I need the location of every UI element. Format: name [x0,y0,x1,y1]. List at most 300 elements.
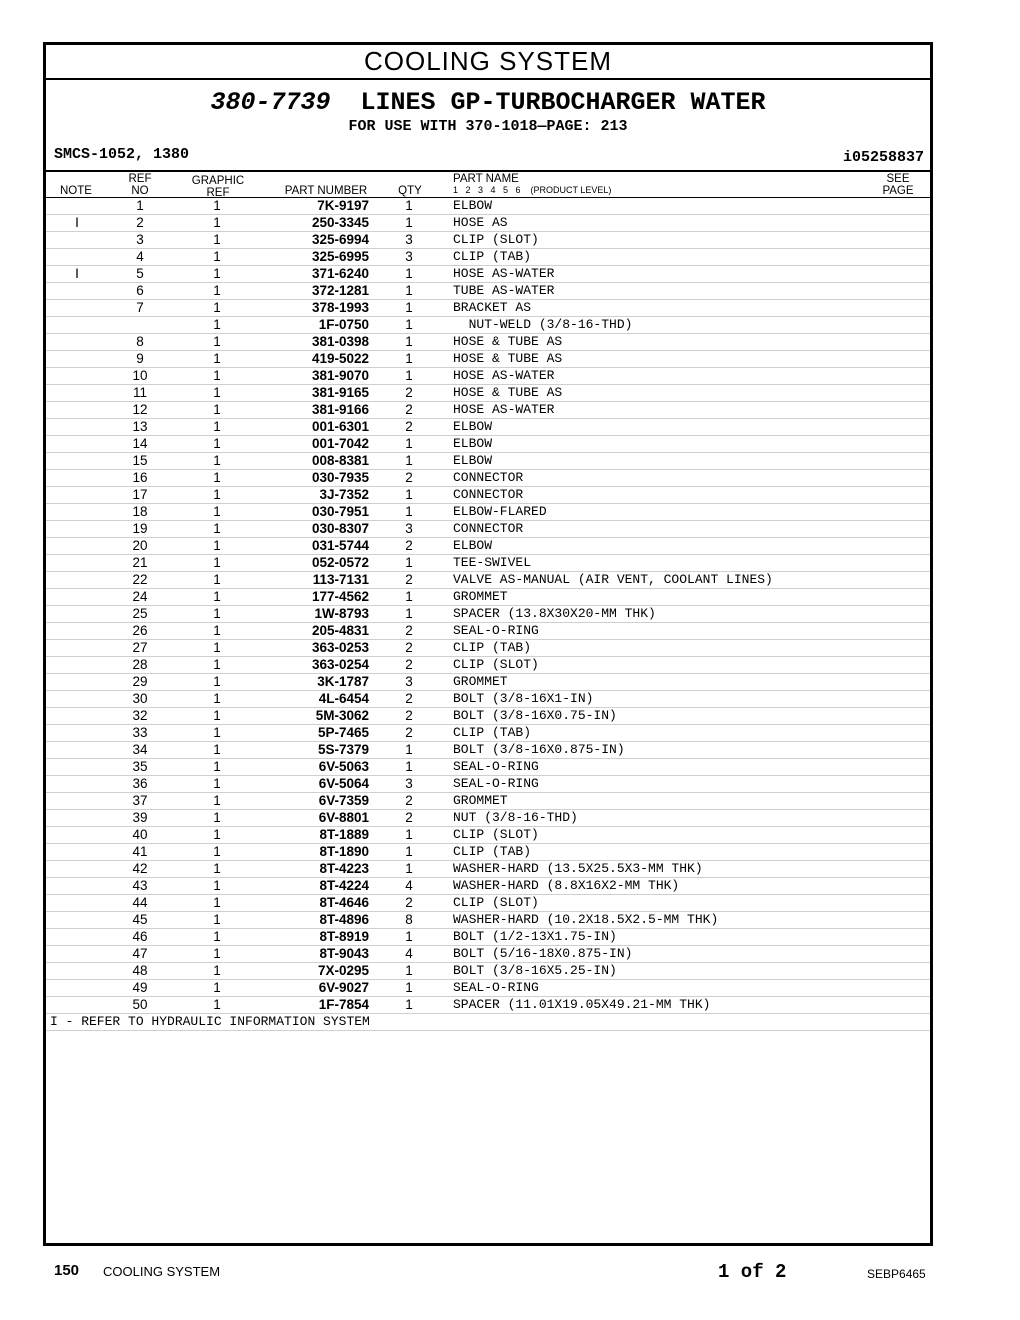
part-number-cell: 5M-3062 [315,708,369,723]
table-row [46,674,930,691]
graphic-ref-cell: 1 [213,606,221,621]
ref-no-cell: 4 [136,249,144,264]
table-row [46,198,930,215]
col-see-page [878,173,918,197]
ref-no-cell: 10 [132,368,148,383]
graphic-ref-cell: 1 [213,759,221,774]
qty-cell: 1 [405,589,413,604]
graphic-ref-cell: 1 [213,470,221,485]
part-name-cell: SEAL-O-RING [453,759,539,774]
header-rule [46,170,930,172]
table-row [46,249,930,266]
ref-no-cell: 47 [132,946,148,961]
part-number-cell: 363-0254 [311,657,369,672]
qty-cell: 2 [405,419,413,434]
graphic-ref-cell: 1 [213,623,221,638]
ref-no-cell: 45 [132,912,148,927]
ref-no-cell: 7 [136,300,144,315]
ref-no-cell: 15 [132,453,148,468]
ref-no-cell: 19 [132,521,148,536]
qty-cell: 4 [405,946,413,961]
ref-no-cell: 14 [132,436,148,451]
table-row [46,538,930,555]
part-name-cell: CLIP (TAB) [453,725,532,740]
ref-no-cell: 18 [132,504,148,519]
ref-no-cell: 44 [132,895,148,910]
graphic-ref-cell: 1 [213,572,221,587]
part-number-cell: 381-9166 [311,402,369,417]
qty-cell: 2 [405,385,413,400]
part-name-cell: GROMMET [453,674,508,689]
qty-cell: 1 [405,436,413,451]
part-number-cell: 325-6994 [311,232,369,247]
table-row [46,759,930,776]
part-number-cell: 372-1281 [311,283,369,298]
table-row [46,232,930,249]
part-name-cell: TEE-SWIVEL [453,555,532,570]
ref-no-cell: 29 [132,674,148,689]
col-ref [126,173,154,197]
qty-cell: 1 [405,555,413,570]
part-number-cell: 001-7042 [311,436,369,451]
part-name-cell: CLIP (TAB) [453,249,532,264]
graphic-ref-cell: 1 [213,368,221,383]
part-number-cell: 205-4831 [311,623,369,638]
graphic-ref-cell: 1 [213,402,221,417]
col-part-number: PART NUMBER [284,185,368,197]
part-name-cell: VALVE AS-MANUAL (AIR VENT, COOLANT LINES) [453,572,773,587]
part-name-cell: SEAL-O-RING [453,776,539,791]
part-number-cell: 7X-0295 [317,963,369,978]
part-number-cell: 6V-5064 [318,776,369,791]
qty-cell: 2 [405,572,413,587]
for-use-note: FOR USE WITH 370-1018—PAGE: 213 [348,118,628,135]
ref-no-cell: 12 [132,402,148,417]
qty-cell: 1 [405,929,413,944]
graphic-ref-cell: 1 [213,980,221,995]
part-number-cell: 031-5744 [311,538,369,553]
ref-no-cell: 24 [132,589,148,604]
qty-cell: 1 [405,300,413,315]
part-number-cell: 7K-9197 [317,198,369,213]
ref-no-cell: 20 [132,538,148,553]
qty-cell: 1 [405,504,413,519]
part-number-cell: 8T-8919 [319,929,369,944]
table-row [46,827,930,844]
table-row [46,980,930,997]
part-name-cell: BRACKET AS [453,300,532,315]
part-number-cell: 3J-7352 [319,487,369,502]
qty-cell: 3 [405,674,413,689]
table-row [46,691,930,708]
col-see-top: SEE [886,173,910,185]
table-row [46,300,930,317]
col-qty: QTY [398,185,422,197]
col-part-name: PART NAME [453,173,519,185]
qty-cell: 3 [405,776,413,791]
part-name-cell: NUT-WELD (3/8-16-THD) [453,317,633,332]
graphic-ref-cell: 1 [213,232,221,247]
table-row [46,436,930,453]
part-name-cell: CLIP (SLOT) [453,657,539,672]
ref-no-cell: 48 [132,963,148,978]
part-name-cell: WASHER-HARD (13.5X25.5X3-MM THK) [453,861,703,876]
qty-cell: 2 [405,793,413,808]
table-row [46,351,930,368]
table-row [46,861,930,878]
ref-no-cell: 35 [132,759,148,774]
graphic-ref-cell: 1 [213,521,221,536]
graphic-ref-cell: 1 [213,725,221,740]
graphic-ref-cell: 1 [213,215,221,230]
graphic-ref-cell: 1 [213,504,221,519]
illustration-id: i05258837 [842,149,924,166]
table-row [46,929,930,946]
ref-no-cell: 49 [132,980,148,995]
graphic-ref-cell: 1 [213,861,221,876]
graphic-ref-cell: 1 [213,708,221,723]
graphic-ref-cell: 1 [213,827,221,842]
group-name: LINES GP-TURBOCHARGER WATER [360,88,766,117]
table-row [46,623,930,640]
table-row [46,640,930,657]
col-note: NOTE [60,185,92,197]
part-name-cell: SEAL-O-RING [453,980,539,995]
graphic-ref-cell: 1 [213,419,221,434]
ref-no-cell: 46 [132,929,148,944]
part-number-cell: 8T-1889 [319,827,369,842]
footer-page-of: 1 of 2 [718,1261,787,1283]
qty-cell: 2 [405,623,413,638]
table-row [46,725,930,742]
table-row [46,504,930,521]
part-name-cell: CONNECTOR [453,521,524,536]
ref-no-cell: 11 [132,385,147,400]
part-number-cell: 8T-1890 [319,844,369,859]
part-name-cell: ELBOW [453,436,493,451]
qty-cell: 1 [405,980,413,995]
part-number-cell: 008-8381 [311,453,369,468]
qty-cell: 1 [405,215,413,230]
ref-no-cell: 9 [136,351,144,366]
graphic-ref-cell: 1 [213,300,221,315]
ref-no-cell: 16 [132,470,148,485]
qty-cell: 2 [405,725,413,740]
ref-no-cell: 30 [132,691,148,706]
part-name-cell: BOLT (3/8-16X0.875-IN) [453,742,625,757]
part-name-cell: HOSE AS-WATER [453,266,555,281]
part-number-cell: 8T-4223 [319,861,369,876]
ref-no-cell: 22 [132,572,148,587]
ref-no-cell: 37 [132,793,148,808]
note-cell: I [75,215,79,230]
qty-cell: 2 [405,640,413,655]
col-graphic-bottom: REF [206,187,230,199]
part-name-cell: BOLT (5/16-18X0.875-IN) [453,946,633,961]
qty-cell: 1 [405,317,413,332]
col-graphic-top: GRAPHIC [191,175,245,187]
parts-table [46,198,930,1031]
table-row [46,572,930,589]
ref-no-cell: 6 [136,283,144,298]
part-number-cell: 378-1993 [311,300,369,315]
graphic-ref-cell: 1 [213,317,221,332]
qty-cell: 1 [405,266,413,281]
ref-no-cell: 40 [132,827,148,842]
part-number-cell: 5S-7379 [317,742,369,757]
note-legend: I - REFER TO HYDRAULIC INFORMATION SYSTEM [46,1014,930,1031]
ref-no-cell: 25 [132,606,148,621]
ref-no-cell: 21 [132,555,148,570]
part-name-cell: ELBOW [453,198,493,213]
graphic-ref-cell: 1 [213,198,221,213]
graphic-ref-cell: 1 [213,997,221,1012]
table-row [46,470,930,487]
part-number-cell: 5P-7465 [317,725,369,740]
part-name-cell: CLIP (TAB) [453,640,532,655]
ref-no-cell: 36 [132,776,148,791]
qty-cell: 2 [405,402,413,417]
part-name-cell: BOLT (3/8-16X5.25-IN) [453,963,617,978]
table-row [46,487,930,504]
graphic-ref-cell: 1 [213,946,221,961]
graphic-ref-cell: 1 [213,334,221,349]
table-row [46,878,930,895]
ref-no-cell: 2 [136,215,144,230]
graphic-ref-cell: 1 [213,266,221,281]
part-number-cell: 030-7935 [311,470,369,485]
ref-no-cell: 39 [132,810,148,825]
graphic-ref-cell: 1 [213,912,221,927]
col-see-bottom: PAGE [882,185,914,197]
graphic-ref-cell: 1 [213,385,221,400]
ref-no-cell: 43 [132,878,148,893]
qty-cell: 2 [405,810,413,825]
part-number-cell: 3K-1787 [317,674,369,689]
part-number-cell: 6V-9027 [318,980,369,995]
table-row [46,283,930,300]
part-number-cell: 8T-4224 [319,878,369,893]
graphic-ref-cell: 1 [213,453,221,468]
part-name-cell: SPACER (11.01X19.05X49.21-MM THK) [453,997,711,1012]
ref-no-cell: 5 [136,266,144,281]
table-row [46,742,930,759]
part-number-cell: 113-7131 [312,572,369,587]
ref-no-cell: 26 [132,623,148,638]
table-row [46,215,930,232]
ref-no-cell: 28 [132,657,148,672]
col-graphic [188,175,248,199]
part-number-cell: 8T-9043 [319,946,369,961]
table-row [46,708,930,725]
qty-cell: 2 [405,708,413,723]
table-row [46,606,930,623]
product-level-scale: 1 2 3 4 5 6 (PRODUCT LEVEL) [453,185,612,195]
graphic-ref-cell: 1 [213,351,221,366]
graphic-ref-cell: 1 [213,589,221,604]
part-name-cell: WASHER-HARD (8.8X16X2-MM THK) [453,878,680,893]
table-row [46,453,930,470]
group-number: 380-7739 [210,88,331,117]
graphic-ref-cell: 1 [213,436,221,451]
part-name-cell: GROMMET [453,793,508,808]
graphic-ref-cell: 1 [213,538,221,553]
ref-no-cell: 33 [132,725,148,740]
ref-no-cell: 41 [132,844,148,859]
part-number-cell: 381-9165 [311,385,369,400]
table-row [46,657,930,674]
table-row [46,946,930,963]
graphic-ref-cell: 1 [213,793,221,808]
table-row [46,317,930,334]
part-number-cell: 371-6240 [311,266,369,281]
group-heading [46,88,930,117]
qty-cell: 1 [405,997,413,1012]
graphic-ref-cell: 1 [213,776,221,791]
graphic-ref-cell: 1 [213,487,221,502]
qty-cell: 1 [405,487,413,502]
ref-no-cell: 13 [132,419,148,434]
graphic-ref-cell: 1 [213,640,221,655]
table-row [46,368,930,385]
part-number-cell: 8T-4646 [319,895,369,910]
table-row [46,266,930,283]
table-row [46,997,930,1014]
ref-no-cell: 50 [132,997,148,1012]
graphic-ref-cell: 1 [213,555,221,570]
qty-cell: 1 [405,283,413,298]
graphic-ref-cell: 1 [213,895,221,910]
part-number-cell: 4L-6454 [318,691,369,706]
part-number-cell: 8T-4896 [319,912,369,927]
qty-cell: 8 [405,912,413,927]
graphic-ref-cell: 1 [213,929,221,944]
part-name-cell: ELBOW-FLARED [453,504,547,519]
part-number-cell: 177-4562 [311,589,369,604]
qty-cell: 1 [405,827,413,842]
part-number-cell: 381-0398 [311,334,369,349]
qty-cell: 2 [405,538,413,553]
table-row [46,963,930,980]
footer-document-id: SEBP6465 [867,1267,926,1281]
table-row [46,844,930,861]
part-number-cell: 250-3345 [311,215,369,230]
part-name-cell: ELBOW [453,538,493,553]
graphic-ref-cell: 1 [213,691,221,706]
part-name-cell: HOSE AS [453,215,508,230]
part-name-cell: CLIP (TAB) [453,844,532,859]
part-name-cell: HOSE & TUBE AS [453,351,563,366]
part-number-cell: 1W-8793 [314,606,369,621]
ref-no-cell: 34 [132,742,148,757]
ref-no-cell: 42 [132,861,148,876]
table-row [46,419,930,436]
part-number-cell: 1F-7854 [318,997,369,1012]
section-title: COOLING SYSTEM [46,45,930,80]
table-row [46,334,930,351]
qty-cell: 4 [405,878,413,893]
graphic-ref-cell: 1 [213,844,221,859]
part-name-cell: HOSE AS-WATER [453,368,555,383]
table-row [46,402,930,419]
part-name-cell: TUBE AS-WATER [453,283,555,298]
part-name-cell: BOLT (1/2-13X1.75-IN) [453,929,617,944]
part-name-cell: WASHER-HARD (10.2X18.5X2.5-MM THK) [453,912,719,927]
part-name-cell: CONNECTOR [453,470,524,485]
part-name-cell: ELBOW [453,453,493,468]
qty-cell: 1 [405,742,413,757]
table-row [46,555,930,572]
part-name-cell: BOLT (3/8-16X0.75-IN) [453,708,617,723]
col-ref-top: REF [128,173,152,185]
ref-no-cell: 17 [132,487,148,502]
graphic-ref-cell: 1 [213,878,221,893]
footer-section: COOLING SYSTEM [103,1264,221,1279]
qty-cell: 1 [405,844,413,859]
qty-cell: 1 [405,963,413,978]
part-name-cell: ELBOW [453,419,493,434]
table-row [46,776,930,793]
part-number-cell: 6V-8801 [318,810,369,825]
part-name-cell: BOLT (3/8-16X1-IN) [453,691,594,706]
qty-cell: 2 [405,657,413,672]
part-number-cell: 325-6995 [311,249,369,264]
ref-no-cell: 27 [132,640,148,655]
qty-cell: 1 [405,861,413,876]
ref-no-cell: 1 [136,198,144,213]
qty-cell: 2 [405,691,413,706]
graphic-ref-cell: 1 [213,742,221,757]
part-number-cell: 6V-5063 [318,759,369,774]
qty-cell: 2 [405,470,413,485]
table-row [46,793,930,810]
ref-no-cell: 3 [136,232,144,247]
part-number-cell: 052-0572 [311,555,369,570]
part-name-cell: SPACER (13.8X30X20-MM THK) [453,606,656,621]
table-row [46,521,930,538]
table-row [46,385,930,402]
graphic-ref-cell: 1 [213,810,221,825]
graphic-ref-cell: 1 [213,283,221,298]
part-number-cell: 1F-0750 [318,317,369,332]
table-row [46,895,930,912]
part-name-cell: CLIP (SLOT) [453,232,539,247]
graphic-ref-cell: 1 [213,249,221,264]
part-number-cell: 363-0253 [311,640,369,655]
smcs-code: SMCS-1052, 1380 [54,146,190,163]
part-number-cell: 030-8307 [311,521,369,536]
qty-cell: 1 [405,759,413,774]
part-name-cell: HOSE & TUBE AS [453,334,563,349]
table-row [46,589,930,606]
part-name-cell: GROMMET [453,589,508,604]
part-number-cell: 381-9070 [311,368,369,383]
qty-cell: 3 [405,521,413,536]
part-name-cell: SEAL-O-RING [453,623,539,638]
ref-no-cell: 32 [132,708,148,723]
graphic-ref-cell: 1 [213,657,221,672]
qty-cell: 3 [405,232,413,247]
qty-cell: 1 [405,334,413,349]
note-cell: I [75,266,79,281]
qty-cell: 3 [405,249,413,264]
ref-no-cell: 8 [136,334,144,349]
qty-cell: 1 [405,198,413,213]
qty-cell: 1 [405,351,413,366]
part-name-cell: HOSE AS-WATER [453,402,555,417]
part-name-cell: CLIP (SLOT) [453,895,539,910]
qty-cell: 1 [405,453,413,468]
